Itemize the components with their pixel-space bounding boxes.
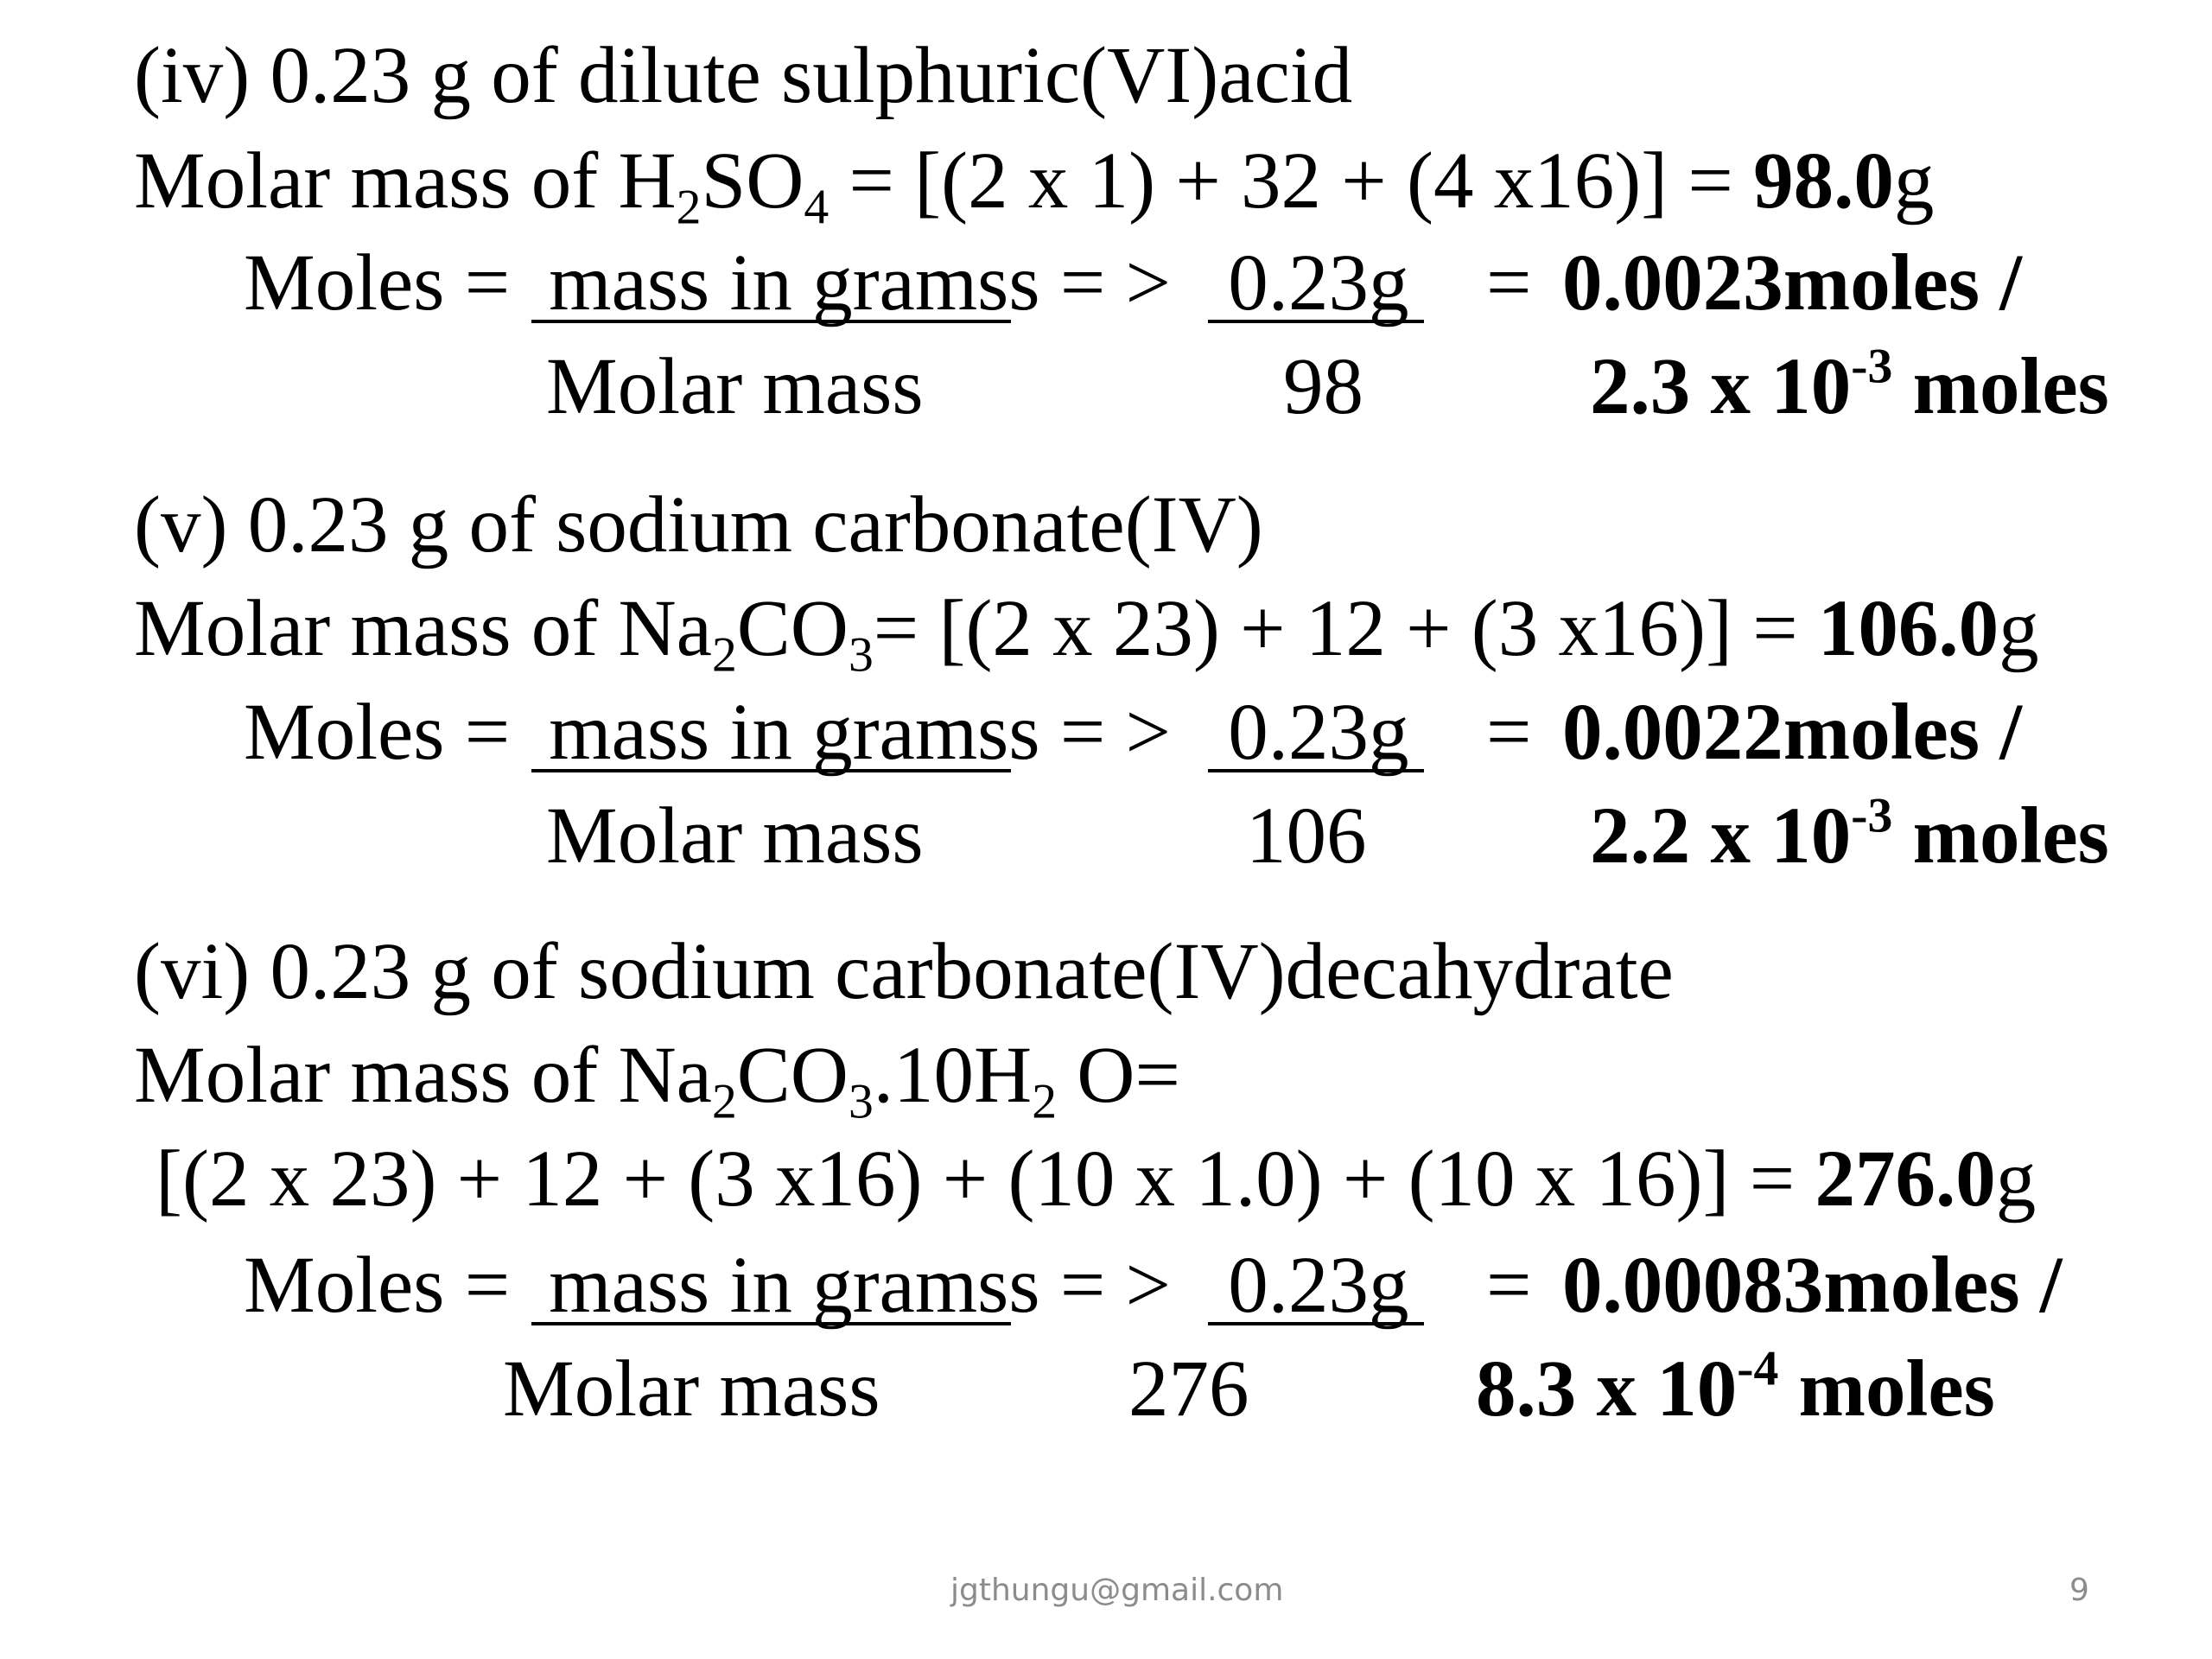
section-v-molar-value: 106 [1246,791,1367,880]
section-vi-denominator: Molar mass [503,1344,880,1433]
section-vi-numerator: mass in gramss = > [529,1241,1171,1330]
section-vi-fraction-bar [531,1322,1011,1325]
section-v-mass-fraction-bar [1208,769,1424,772]
section-iv-equals: = [1486,238,1532,327]
section-iv-scientific-result: 2.3 x $10^{-3}$ moles [1590,339,2109,431]
section-v-equals: = [1486,688,1532,777]
section-v-result-moles: 0.0022moles / [1562,688,2023,777]
section-v-denominator: Molar mass [546,791,924,880]
section-vi-result-moles: 0.00083moles / [1562,1241,2063,1330]
section-iv-numerator: mass in gramss = > [529,238,1171,327]
section-v-scientific-result: 2.2 x $10^{-3}$ moles [1590,788,2109,880]
section-v-molar-mass-line: Molar mass of $Na_2CO_3= [(2$ x 23) + 12 + (3 x16)] = 106.0g [134,584,2039,683]
section-v-moles-label: Moles = [244,688,511,777]
section-vi-molar-value: 276 [1128,1344,1249,1433]
section-vi-equals: = [1486,1241,1532,1330]
section-iv-mass-fraction-bar [1208,320,1424,323]
section-iv-result-moles: 0.0023moles / [1562,238,2023,327]
section-vi-moles-label: Moles = [244,1241,511,1330]
section-iv-moles-label: Moles = [244,238,511,327]
section-vi-expression-line: [(2 x 23) + 12 + (3 x16) + (10 x 1.0) + (10 x 16)] = 276.0g [156,1135,2037,1224]
section-iv-denominator: Molar mass [546,342,924,431]
section-iv-mass-value: 0.23g [1208,238,1409,327]
section-v-numerator: mass in gramss = > [529,688,1171,777]
section-vi-mass-value: 0.23g [1208,1241,1409,1330]
section-v-fraction-bar [531,769,1011,772]
footer-page-number: 9 [2069,1573,2089,1608]
section-iv-molar-value: 98 [1283,342,1363,431]
section-v-mass-value: 0.23g [1208,688,1409,777]
section-iv-molar-mass-line: Molar mass of $H_2SO_4 = [(2$ x 1) + 32 + (4 x16)] = 98.0g [134,137,1935,235]
section-vi-mass-fraction-bar [1208,1322,1424,1325]
section-v-heading: (v) 0.23 g of sodium carbonate(IV) [134,480,1263,569]
section-iv-fraction-bar [531,320,1011,323]
section-vi-scientific-result: 8.3 x $10^{-4}$ moles [1476,1341,1995,1433]
section-vi-molar-mass-line: Molar mass of $Na_2CO_3.10H_2$ O= [134,1031,1180,1129]
footer-email: jgthungu@gmail.com [950,1573,1284,1608]
section-vi-heading: (vi) 0.23 g of sodium carbonate(IV)decahydrate [134,927,1674,1016]
section-iv-heading: (iv) 0.23 g of dilute sulphuric(VI)acid [134,31,1353,120]
